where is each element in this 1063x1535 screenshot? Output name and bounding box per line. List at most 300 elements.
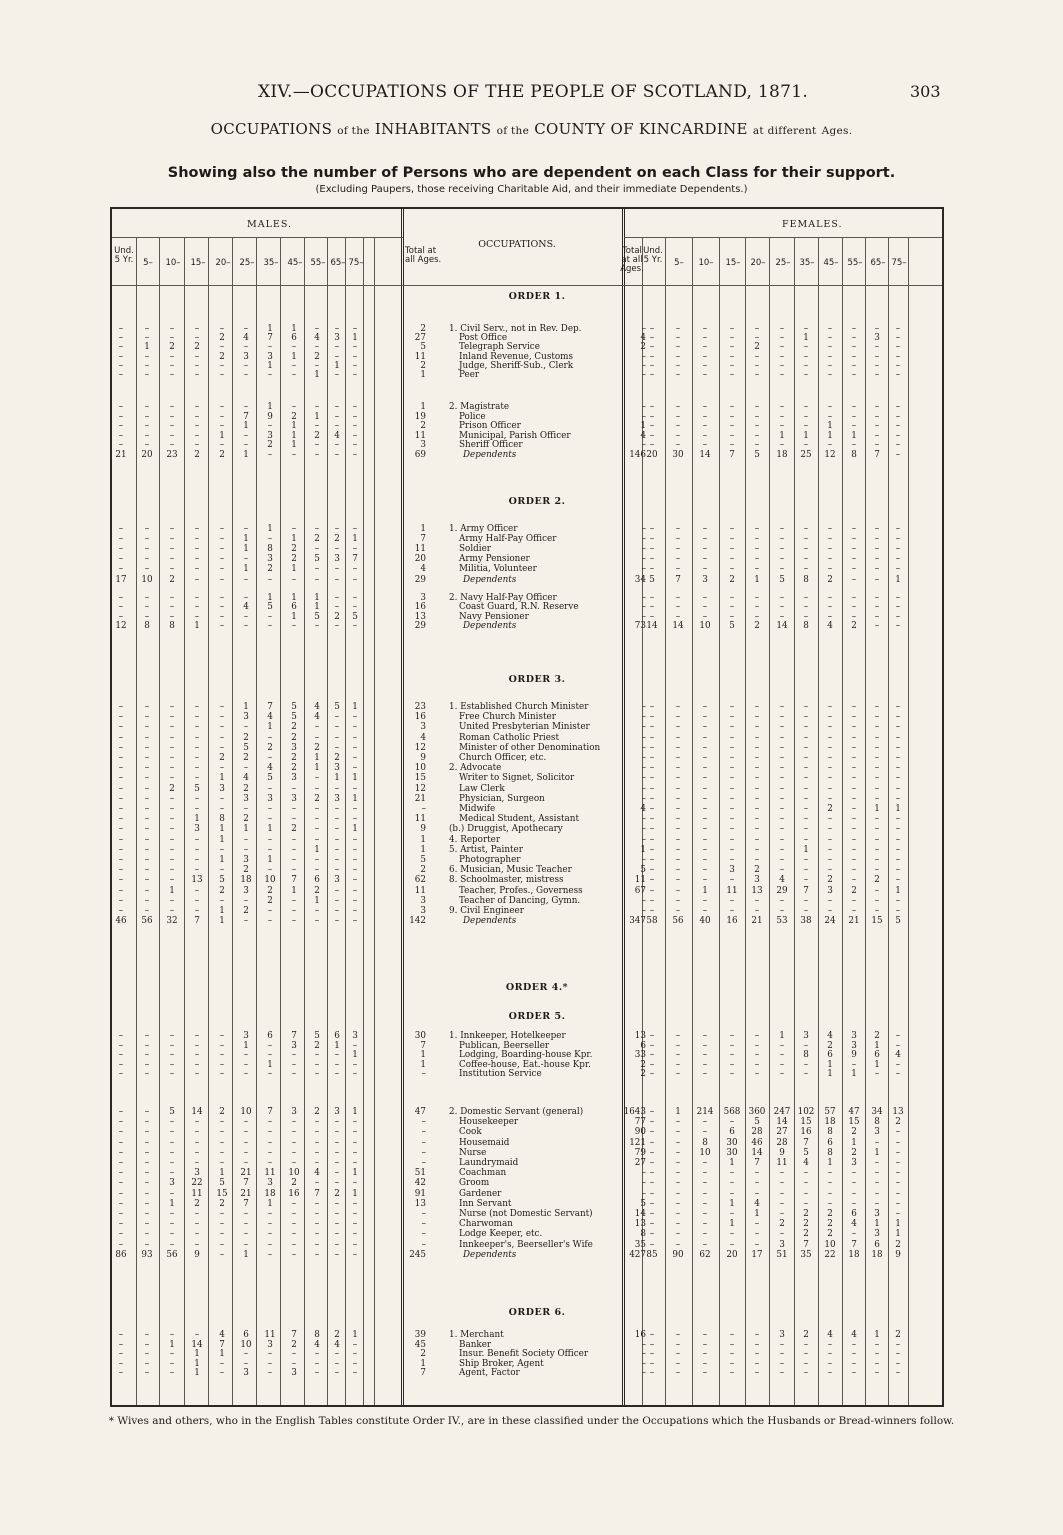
male-cell: – xyxy=(243,1229,249,1240)
male-cell: – xyxy=(243,722,249,733)
female-cell: – xyxy=(702,421,708,432)
occupation-row xyxy=(112,1107,946,1117)
male-age-header: 35– xyxy=(263,258,279,268)
female-cell: – xyxy=(675,544,681,555)
male-total: 13 xyxy=(414,1198,426,1209)
female-cell: 14 xyxy=(699,450,711,460)
female-cell: 46 xyxy=(751,1137,763,1148)
female-cell: – xyxy=(827,544,833,555)
male-cell: 1 xyxy=(243,1249,249,1260)
female-cell: – xyxy=(729,804,735,814)
female-cell: 7 xyxy=(803,1239,809,1250)
female-cell: 1 xyxy=(874,1219,880,1230)
male-cell: – xyxy=(118,1198,124,1209)
female-cell: – xyxy=(649,804,655,814)
male-cell: – xyxy=(334,1059,340,1070)
female-cell: – xyxy=(729,342,735,353)
female-cell: – xyxy=(702,1117,708,1128)
female-cell: 21 xyxy=(848,916,860,927)
female-cell: – xyxy=(851,722,857,733)
male-cell: – xyxy=(243,834,249,845)
male-cell: 2 xyxy=(291,732,297,743)
female-total: 4 xyxy=(640,804,646,814)
female-cell: – xyxy=(702,1059,708,1070)
male-cell: – xyxy=(118,1358,124,1369)
female-total: – xyxy=(641,742,646,753)
page-number: 303 xyxy=(910,82,941,101)
female-cell: – xyxy=(754,712,760,723)
male-cell: 1 xyxy=(219,855,225,865)
female-cell: – xyxy=(754,554,760,565)
male-cell: – xyxy=(334,574,340,585)
male-cell: 8 xyxy=(314,1330,320,1340)
occupation-row xyxy=(112,896,946,906)
male-cell: – xyxy=(169,602,175,613)
male-cell: – xyxy=(291,1137,297,1148)
male-cell: – xyxy=(267,1229,273,1240)
female-total: 27 xyxy=(634,1158,646,1168)
female-cell: – xyxy=(803,742,809,753)
male-cell: – xyxy=(194,895,200,906)
male-cell: – xyxy=(144,1198,150,1209)
male-cell: – xyxy=(118,342,124,353)
female-cell: – xyxy=(729,742,735,753)
male-cell: – xyxy=(267,1358,273,1369)
male-cell: – xyxy=(219,324,225,334)
male-cell: – xyxy=(352,1040,358,1051)
female-cell: – xyxy=(702,1209,708,1219)
male-cell: 1 xyxy=(291,351,297,362)
female-cell: – xyxy=(675,440,681,451)
female-cell: – xyxy=(779,324,785,334)
female-cell: – xyxy=(649,1127,655,1138)
male-cell: – xyxy=(219,360,225,371)
male-cell: – xyxy=(267,814,273,825)
male-cell: – xyxy=(352,916,358,927)
female-cell: – xyxy=(895,1147,901,1158)
female-cell: – xyxy=(851,804,857,814)
male-cell: – xyxy=(352,564,358,575)
male-cell: – xyxy=(118,351,124,362)
male-cell: – xyxy=(314,906,320,916)
male-cell: – xyxy=(291,1158,297,1168)
female-cell: – xyxy=(729,534,735,545)
male-cell: – xyxy=(352,602,358,613)
male-cell: – xyxy=(334,402,340,412)
title-part: of the xyxy=(496,125,530,137)
female-cell: 3 xyxy=(874,1209,880,1219)
occupation-label: Soldier xyxy=(459,544,491,555)
male-cell: 1 xyxy=(243,564,249,575)
female-cell: – xyxy=(895,1368,901,1379)
male-cell: – xyxy=(314,1219,320,1230)
male-total: 1 xyxy=(420,370,426,380)
male-cell: 7 xyxy=(291,1031,297,1041)
female-cell: – xyxy=(874,1158,880,1168)
female-total: – xyxy=(641,1168,646,1179)
female-cell: 35 xyxy=(800,1249,812,1260)
male-total: 15 xyxy=(414,773,426,784)
female-cell: – xyxy=(874,834,880,845)
male-cell: – xyxy=(352,430,358,441)
female-total: – xyxy=(641,611,646,622)
male-cell: – xyxy=(194,742,200,753)
male-cell: – xyxy=(314,916,320,927)
male-cell: – xyxy=(243,1127,249,1138)
male-cell: – xyxy=(219,1158,225,1168)
order-heading: ORDER 1. xyxy=(508,291,566,302)
female-cell: 2 xyxy=(851,620,857,631)
male-cell: – xyxy=(144,804,150,814)
male-cell: – xyxy=(219,895,225,906)
female-cell: – xyxy=(675,1209,681,1219)
occupation-label: Judge, Sheriff-Sub., Clerk xyxy=(459,360,574,371)
male-cell: 2 xyxy=(267,895,273,906)
occupation-label: Gardener xyxy=(459,1188,502,1199)
male-cell: – xyxy=(169,324,175,334)
male-cell: – xyxy=(118,742,124,753)
male-cell: 10 xyxy=(288,1168,300,1179)
female-cell: – xyxy=(675,1358,681,1369)
female-cell: – xyxy=(675,773,681,784)
female-cell: – xyxy=(803,611,809,622)
female-cell: – xyxy=(649,1040,655,1051)
female-cell: – xyxy=(729,763,735,774)
female-cell: – xyxy=(702,804,708,814)
female-cell: 85 xyxy=(646,1249,658,1260)
male-cell: 7 xyxy=(194,916,200,927)
female-cell: – xyxy=(649,554,655,565)
male-cell: 1 xyxy=(334,773,340,784)
female-cell: – xyxy=(702,732,708,743)
table-note: (Excluding Paupers, those receiving Charitable Aid, and their immediate Dependents.) xyxy=(315,184,748,195)
order-heading: ORDER 5. xyxy=(508,1011,566,1022)
male-cell: 2 xyxy=(169,342,175,353)
male-cell: – xyxy=(219,1040,225,1051)
male-cell: – xyxy=(291,834,297,845)
male-cell: – xyxy=(194,793,200,804)
male-cell: 1 xyxy=(314,593,320,603)
male-cell: 2 xyxy=(219,885,225,896)
title-part: OCCUPATIONS xyxy=(210,120,333,138)
male-cell: 1 xyxy=(219,834,225,845)
occupations-header: OCCUPATIONS. xyxy=(478,239,556,250)
male-cell: – xyxy=(352,1178,358,1189)
male-cell: – xyxy=(314,783,320,794)
male-cell: – xyxy=(352,402,358,412)
female-cell: – xyxy=(827,593,833,603)
male-cell: – xyxy=(144,855,150,865)
dependents-row xyxy=(112,575,946,585)
male-cell: – xyxy=(243,1137,249,1148)
female-total: – xyxy=(641,702,646,712)
male-cell: – xyxy=(118,1188,124,1199)
male-cell: – xyxy=(314,1158,320,1168)
female-cell: – xyxy=(827,702,833,712)
female-cell: – xyxy=(851,753,857,763)
male-cell: – xyxy=(169,1209,175,1219)
female-cell: 7 xyxy=(803,885,809,896)
male-cell: – xyxy=(194,370,200,380)
male-cell: 3 xyxy=(291,793,297,804)
female-cell: – xyxy=(874,732,880,743)
male-cell: – xyxy=(118,773,124,784)
female-total: 13 xyxy=(634,1219,646,1230)
female-cell: – xyxy=(895,440,901,451)
male-cell: – xyxy=(314,1249,320,1260)
male-cell: 8 xyxy=(144,620,150,631)
occupation-label: Ship Broker, Agent xyxy=(459,1358,544,1369)
female-cell: 1 xyxy=(895,804,901,814)
male-cell: – xyxy=(118,1050,124,1061)
female-cell: – xyxy=(702,440,708,451)
male-cell: 4 xyxy=(314,333,320,344)
occupation-label: 2. Domestic Servant (general) xyxy=(449,1107,584,1117)
male-cell: – xyxy=(291,916,297,927)
female-cell: – xyxy=(729,370,735,380)
male-cell: 1 xyxy=(267,402,273,412)
male-cell: 9 xyxy=(194,1249,200,1260)
female-cell: – xyxy=(803,421,809,432)
female-cell: – xyxy=(851,1349,857,1360)
female-cell: – xyxy=(675,360,681,371)
occupation-label: Insur. Benefit Society Officer xyxy=(459,1349,589,1360)
female-cell: 10 xyxy=(699,1147,711,1158)
male-cell: – xyxy=(169,732,175,743)
female-cell: – xyxy=(803,804,809,814)
male-cell: – xyxy=(334,834,340,845)
female-cell: 14 xyxy=(776,1117,788,1128)
male-cell: – xyxy=(334,1137,340,1148)
female-cell: – xyxy=(729,855,735,865)
male-cell: – xyxy=(314,342,320,353)
male-cell: 10 xyxy=(240,1107,252,1117)
female-cell: – xyxy=(803,1059,809,1070)
male-cell: 1 xyxy=(352,1050,358,1061)
female-cell: – xyxy=(851,732,857,743)
occupation-label: 1. Merchant xyxy=(449,1330,504,1340)
male-total: 12 xyxy=(414,783,426,794)
male-cell: – xyxy=(118,1339,124,1350)
female-cell: – xyxy=(851,1059,857,1070)
female-cell: – xyxy=(649,1339,655,1350)
male-cell: – xyxy=(291,370,297,380)
female-cell: – xyxy=(675,534,681,545)
male-cell: – xyxy=(314,1368,320,1379)
female-cell: – xyxy=(754,593,760,603)
occupation-row xyxy=(112,1158,946,1168)
occupation-row xyxy=(112,1340,946,1350)
female-cell: – xyxy=(827,712,833,723)
male-total: 5 xyxy=(420,342,426,353)
female-cell: 2 xyxy=(803,1229,809,1240)
occupation-row xyxy=(112,534,946,544)
occupation-row xyxy=(112,1349,946,1359)
male-total: 11 xyxy=(414,544,426,555)
female-cell: – xyxy=(874,370,880,380)
female-cell: – xyxy=(895,1358,901,1369)
male-cell: 2 xyxy=(219,450,225,460)
female-cell: – xyxy=(729,1229,735,1240)
male-cell: – xyxy=(334,1198,340,1209)
male-cell: 46 xyxy=(115,916,127,927)
occupation-row xyxy=(112,773,946,783)
female-cell: – xyxy=(675,351,681,362)
male-cell: – xyxy=(291,524,297,534)
male-cell: – xyxy=(194,324,200,334)
female-cell: – xyxy=(874,773,880,784)
male-cell: – xyxy=(144,1040,150,1051)
female-cell: – xyxy=(779,421,785,432)
male-cell: – xyxy=(334,1209,340,1219)
male-cell: 23 xyxy=(166,450,178,460)
male-cell: – xyxy=(267,804,273,814)
male-cell: – xyxy=(144,524,150,534)
female-age-header: 75– xyxy=(891,258,907,268)
male-cell: – xyxy=(352,804,358,814)
female-cell: 2 xyxy=(827,1040,833,1051)
male-cell: 1 xyxy=(219,906,225,916)
female-cell: – xyxy=(675,1040,681,1051)
female-cell: – xyxy=(649,1239,655,1250)
male-cell: 1 xyxy=(267,524,273,534)
male-cell: – xyxy=(118,430,124,441)
male-cell: – xyxy=(291,1358,297,1369)
male-cell: – xyxy=(169,702,175,712)
male-cell: 2 xyxy=(314,742,320,753)
female-cell: – xyxy=(702,1368,708,1379)
female-cell: – xyxy=(675,1168,681,1179)
occupation-label: Lodging, Boarding-house Kpr. xyxy=(459,1050,593,1061)
male-cell: – xyxy=(219,1239,225,1250)
male-cell: 7 xyxy=(291,875,297,886)
male-cell: – xyxy=(194,402,200,412)
female-cell: – xyxy=(729,440,735,451)
male-cell: – xyxy=(219,1050,225,1061)
male-cell: – xyxy=(144,1368,150,1379)
female-cell: – xyxy=(702,763,708,774)
female-total: 427 xyxy=(629,1249,646,1260)
female-cell: 4 xyxy=(827,1330,833,1340)
female-cell: – xyxy=(675,342,681,353)
male-cell: – xyxy=(314,773,320,784)
male-cell: – xyxy=(291,1219,297,1230)
female-cell: – xyxy=(874,544,880,555)
female-cell: – xyxy=(754,844,760,855)
female-cell: – xyxy=(895,824,901,835)
male-cell: – xyxy=(219,732,225,743)
male-cell: – xyxy=(291,865,297,876)
male-cell: – xyxy=(334,602,340,613)
occupation-label: Innkeeper's, Beerseller's Wife xyxy=(459,1239,593,1250)
male-total: 11 xyxy=(414,351,426,362)
male-cell: 2 xyxy=(314,430,320,441)
female-cell: 1 xyxy=(729,1219,735,1230)
female-cell: – xyxy=(779,544,785,555)
male-cell: – xyxy=(352,440,358,451)
female-total: – xyxy=(641,1368,646,1379)
male-cell: 2 xyxy=(314,534,320,545)
female-cell: – xyxy=(895,1168,901,1179)
female-cell: 5 xyxy=(649,574,655,585)
male-cell: – xyxy=(219,1358,225,1369)
female-age-header: 65– xyxy=(870,258,886,268)
male-cell: – xyxy=(118,804,124,814)
female-cell: – xyxy=(729,333,735,344)
female-total: 2 xyxy=(640,342,646,353)
female-cell: – xyxy=(827,783,833,794)
male-cell: – xyxy=(194,421,200,432)
male-cell: – xyxy=(352,574,358,585)
female-cell: 2 xyxy=(874,1031,880,1041)
male-cell: – xyxy=(291,360,297,371)
female-cell: 5 xyxy=(729,620,735,631)
male-cell: – xyxy=(169,360,175,371)
female-cell: – xyxy=(702,844,708,855)
male-cell: 2 xyxy=(243,732,249,743)
female-cell: – xyxy=(874,1349,880,1360)
male-cell: – xyxy=(118,602,124,613)
male-total: 2 xyxy=(420,360,426,371)
female-cell: – xyxy=(754,1050,760,1061)
male-cell: – xyxy=(118,411,124,422)
male-cell: 1 xyxy=(352,773,358,784)
female-cell: 57 xyxy=(824,1107,836,1117)
female-cell: – xyxy=(702,544,708,555)
female-cell: – xyxy=(675,722,681,733)
male-cell: – xyxy=(219,1368,225,1379)
male-cell: 3 xyxy=(243,1368,249,1379)
female-age-header: 55– xyxy=(847,258,863,268)
male-cell: 4 xyxy=(267,763,273,774)
female-cell: 4 xyxy=(827,620,833,631)
female-cell: – xyxy=(675,564,681,575)
male-cell: 3 xyxy=(243,885,249,896)
female-cell: – xyxy=(702,564,708,575)
female-cell: – xyxy=(895,1198,901,1209)
female-cell: – xyxy=(729,611,735,622)
male-cell: – xyxy=(169,1117,175,1128)
female-cell: – xyxy=(895,1339,901,1350)
occupation-row xyxy=(112,370,946,380)
male-cell: – xyxy=(169,865,175,876)
male-cell: – xyxy=(219,602,225,613)
occupation-row xyxy=(112,1041,946,1051)
male-cell: – xyxy=(219,611,225,622)
female-cell: – xyxy=(895,906,901,916)
occupation-row xyxy=(112,886,946,896)
male-cell: – xyxy=(169,1050,175,1061)
female-cell: 4 xyxy=(895,1050,901,1061)
male-cell: – xyxy=(334,1168,340,1179)
male-cell: – xyxy=(291,814,297,825)
female-cell: – xyxy=(649,855,655,865)
male-cell: – xyxy=(118,1031,124,1041)
female-cell: – xyxy=(675,1050,681,1061)
male-total: 3 xyxy=(420,722,426,733)
female-cell: – xyxy=(851,865,857,876)
male-cell: 56 xyxy=(166,1249,178,1260)
female-cell: – xyxy=(754,834,760,845)
male-cell: 5 xyxy=(267,602,273,613)
male-cell: 3 xyxy=(267,1339,273,1350)
male-cell: – xyxy=(267,421,273,432)
header-rule xyxy=(112,285,942,286)
male-cell: – xyxy=(144,1188,150,1199)
male-cell: – xyxy=(334,1349,340,1360)
occupation-row xyxy=(112,784,946,794)
occupation-label: Law Clerk xyxy=(459,783,505,794)
